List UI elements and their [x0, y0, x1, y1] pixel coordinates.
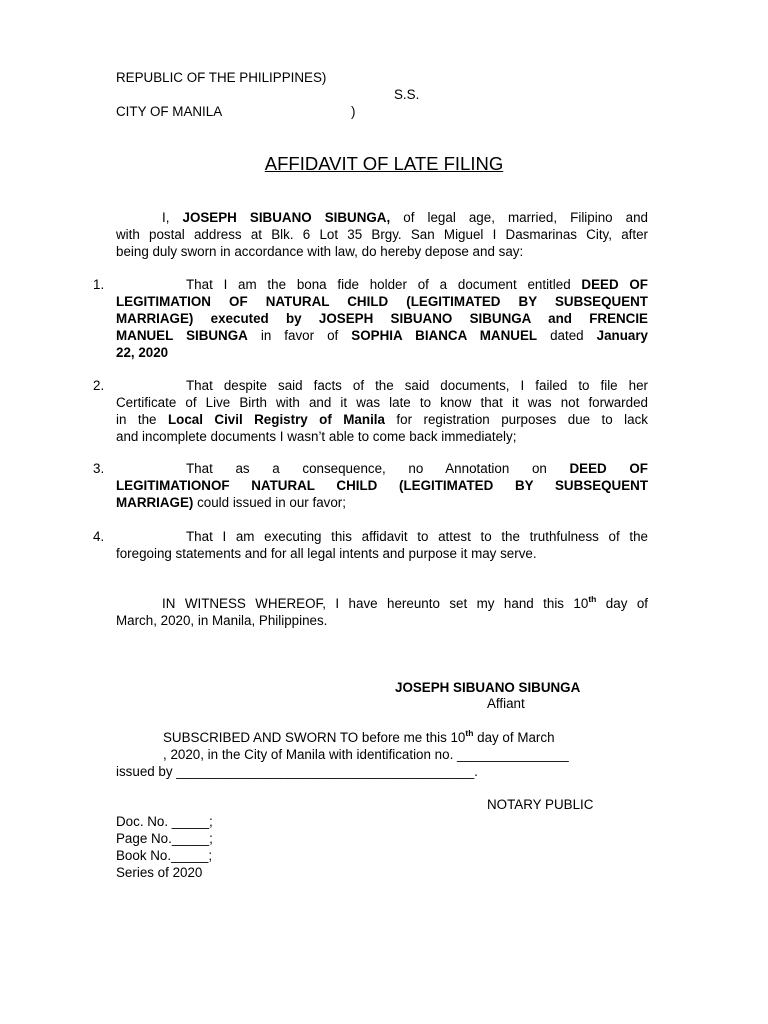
jurisdiction-republic: REPUBLIC OF THE PHILIPPINES): [116, 70, 327, 85]
jurat-line-3: issued by ________________________________________.: [116, 764, 478, 779]
jurat-line-1: [163, 729, 555, 746]
jurat-text: day of March: [473, 730, 555, 745]
item-2-text: Certificate of Live Birth with and it was late to know that it was not forwarded: [116, 395, 648, 410]
item-number: 3.: [93, 461, 105, 476]
item-4-text: foregoing statements and for all legal intents and purpose it may serve.: [116, 546, 537, 561]
item-4-text: That I am executing this affidavit to attest to the truthfulness of the: [186, 529, 648, 544]
item-1-date: 22, 2020: [116, 345, 169, 360]
item-2-bold: Local Civil Registry of Manila: [167, 412, 385, 427]
affiant-label: Affiant: [487, 696, 525, 711]
page-number: Page No._____;: [116, 831, 213, 846]
doc-number: Doc. No. _____;: [116, 814, 213, 829]
affiant-name-intro: JOSEPH SIBUANO SIBUNGA,: [182, 210, 391, 225]
item-4-paragraph: [116, 528, 648, 562]
intro-pre: I,: [162, 210, 183, 225]
item-3-bold: DEED OF: [569, 461, 648, 476]
item-number: 2.: [93, 378, 105, 393]
item-3-text: could issued in our favor;: [193, 495, 346, 510]
item-3-bold: MARRIAGE): [116, 495, 194, 510]
jurisdiction-paren: ): [351, 104, 356, 119]
witness-text: day of: [596, 596, 648, 611]
series-year: Series of 2020: [116, 865, 203, 880]
item-1-bold: January: [596, 328, 648, 343]
witness-superscript: th: [588, 594, 597, 604]
item-2-text: in the: [116, 412, 168, 427]
jurisdiction-ss: S.S.: [394, 87, 420, 102]
jurat-text: SUBSCRIBED AND SWORN TO before me this 10: [163, 730, 466, 745]
item-1-text: in favor of: [247, 328, 352, 343]
item-1-bold: DEED OF: [581, 277, 648, 292]
item-number: 1.: [93, 277, 105, 292]
intro-line-3: being duly sworn in accordance with law, do hereby depose and say:: [116, 244, 524, 259]
affiant-name: JOSEPH SIBUANO SIBUNGA: [395, 680, 581, 695]
item-2-paragraph: [116, 377, 648, 445]
witness-paragraph: [116, 595, 648, 629]
notary-public-label: NOTARY PUBLIC: [487, 797, 594, 812]
item-3-bold: LEGITIMATIONOF NATURAL CHILD (LEGITIMATED BY SUBSEQUENT: [116, 478, 648, 493]
item-1-text: That I am the bona fide holder of a document entitled: [186, 277, 582, 292]
intro-paragraph: [116, 209, 648, 260]
item-1-bold: LEGITIMATION OF NATURAL CHILD (LEGITIMATED BY SUBSEQUENT: [116, 294, 648, 309]
jurat-superscript: th: [465, 728, 474, 738]
item-1-bold: SOPHIA BIANCA MANUEL: [351, 328, 538, 343]
intro-line-2: with postal address at Blk. 6 Lot 35 Brgy. San Miguel I Dasmarinas City, after: [116, 227, 648, 242]
item-number: 4.: [93, 529, 105, 544]
item-1-bold: MARRIAGE) executed by JOSEPH SIBUANO SIBUNGA and FRENCIE: [116, 311, 648, 326]
intro-line-1: of legal age, married, Filipino and: [390, 210, 648, 225]
witness-text: March, 2020, in Manila, Philippines.: [116, 613, 328, 628]
item-1-bold: MANUEL SIBUNGA: [116, 328, 248, 343]
item-3-text: That as a consequence, no Annotation on: [186, 461, 570, 476]
item-2-text: and incomplete documents I wasn’t able to come back immediately;: [116, 429, 517, 444]
item-3-paragraph: [116, 460, 648, 511]
document-title: AFFIDAVIT OF LATE FILING: [264, 153, 504, 174]
item-1-paragraph: [116, 276, 648, 361]
jurisdiction-city: CITY OF MANILA: [116, 104, 223, 119]
witness-text: IN WITNESS WHEREOF, I have hereunto set my hand this 10: [162, 596, 589, 611]
item-2-text: for registration purposes due to lack: [384, 412, 648, 427]
book-number: Book No._____;: [116, 848, 213, 863]
item-2-text: That despite said facts of the said documents, I failed to file her: [186, 378, 648, 393]
jurat-line-2: , 2020, in the City of Manila with identification no. _______________: [163, 747, 569, 762]
item-1-text: dated: [537, 328, 597, 343]
